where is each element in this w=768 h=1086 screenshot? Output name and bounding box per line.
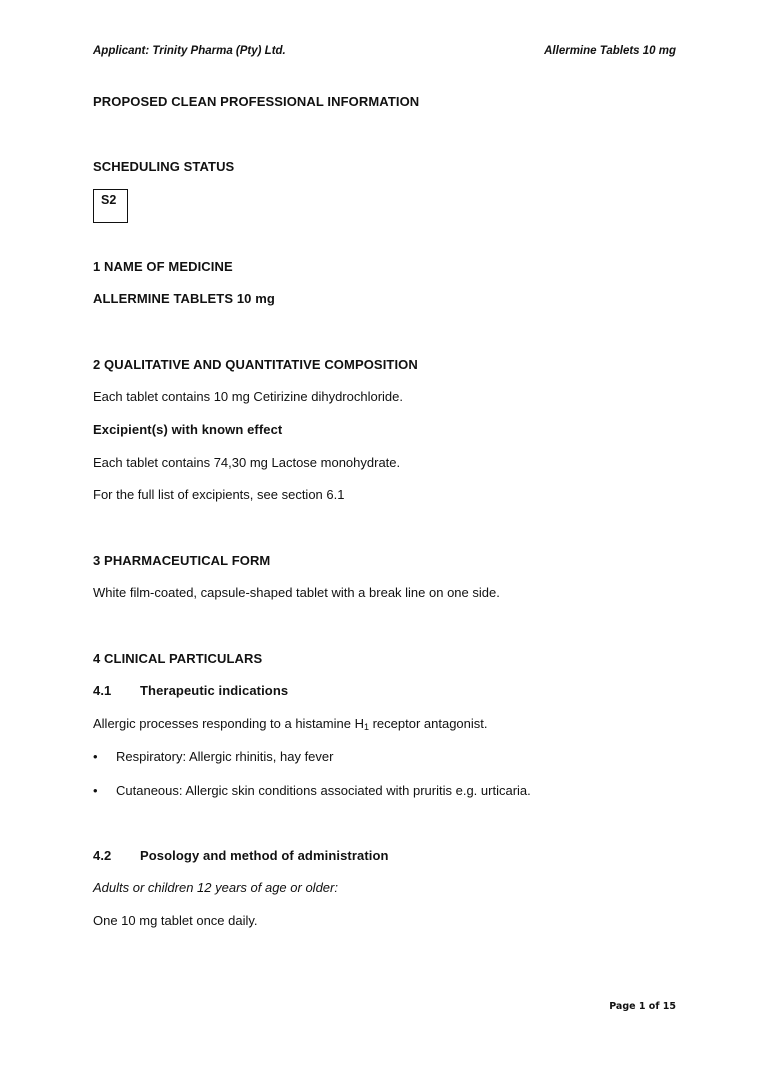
scheduling-status-value: S2 (101, 193, 117, 207)
excipient-list-note: For the full list of excipients, see section 6.1 (93, 487, 345, 502)
list-item (93, 749, 333, 764)
pharmaceutical-form-text: White film-coated, capsule-shaped tablet with a break line on one side. (93, 585, 500, 600)
bullet-icon: • (93, 783, 98, 798)
subsection-title: Posology and method of administration (140, 848, 389, 863)
section-4-heading: 4 CLINICAL PARTICULARS (93, 651, 263, 666)
composition-text: Each tablet contains 10 mg Cetirizine dihydrochloride. (93, 389, 404, 404)
list-item-text: Cutaneous: Allergic skin conditions associated with pruritis e.g. urticaria. (116, 783, 531, 798)
indications-intro-text-end: receptor antagonist. (368, 716, 488, 731)
scheduling-heading: SCHEDULING STATUS (93, 159, 235, 174)
header-applicant: Applicant: Trinity Pharma (Pty) Ltd. (93, 45, 286, 57)
subsection-number: 4.2 (93, 848, 112, 863)
posology-group: Adults or children 12 years of age or older: (93, 880, 338, 895)
indications-intro-text: Allergic processes responding to a histamine H (93, 716, 364, 731)
subsection-4-2-heading (93, 848, 389, 863)
page-number: Page 1 of 15 (609, 1001, 676, 1012)
section-1-heading: 1 NAME OF MEDICINE (93, 259, 233, 274)
medicine-name: ALLERMINE TABLETS 10 mg (93, 291, 275, 306)
section-3-heading: 3 PHARMACEUTICAL FORM (93, 553, 271, 568)
list-item-text: Respiratory: Allergic rhinitis, hay fever (116, 749, 334, 764)
list-item (93, 783, 531, 798)
excipient-heading: Excipient(s) with known effect (93, 422, 283, 437)
header-product: Allermine Tablets 10 mg (544, 45, 676, 57)
section-2-heading: 2 QUALITATIVE AND QUANTITATIVE COMPOSITION (93, 357, 418, 372)
indications-intro (93, 716, 488, 732)
indications-intro-subscript: 1 (363, 722, 369, 732)
scheduling-status-box (93, 189, 128, 223)
subsection-number: 4.1 (93, 683, 112, 698)
document-title: PROPOSED CLEAN PROFESSIONAL INFORMATION (93, 94, 420, 109)
bullet-icon: • (93, 749, 98, 764)
posology-dose: One 10 mg tablet once daily. (93, 913, 258, 928)
excipient-text: Each tablet contains 74,30 mg Lactose monohydrate. (93, 455, 401, 470)
subsection-title: Therapeutic indications (140, 683, 289, 698)
subsection-4-1-heading (93, 683, 288, 698)
